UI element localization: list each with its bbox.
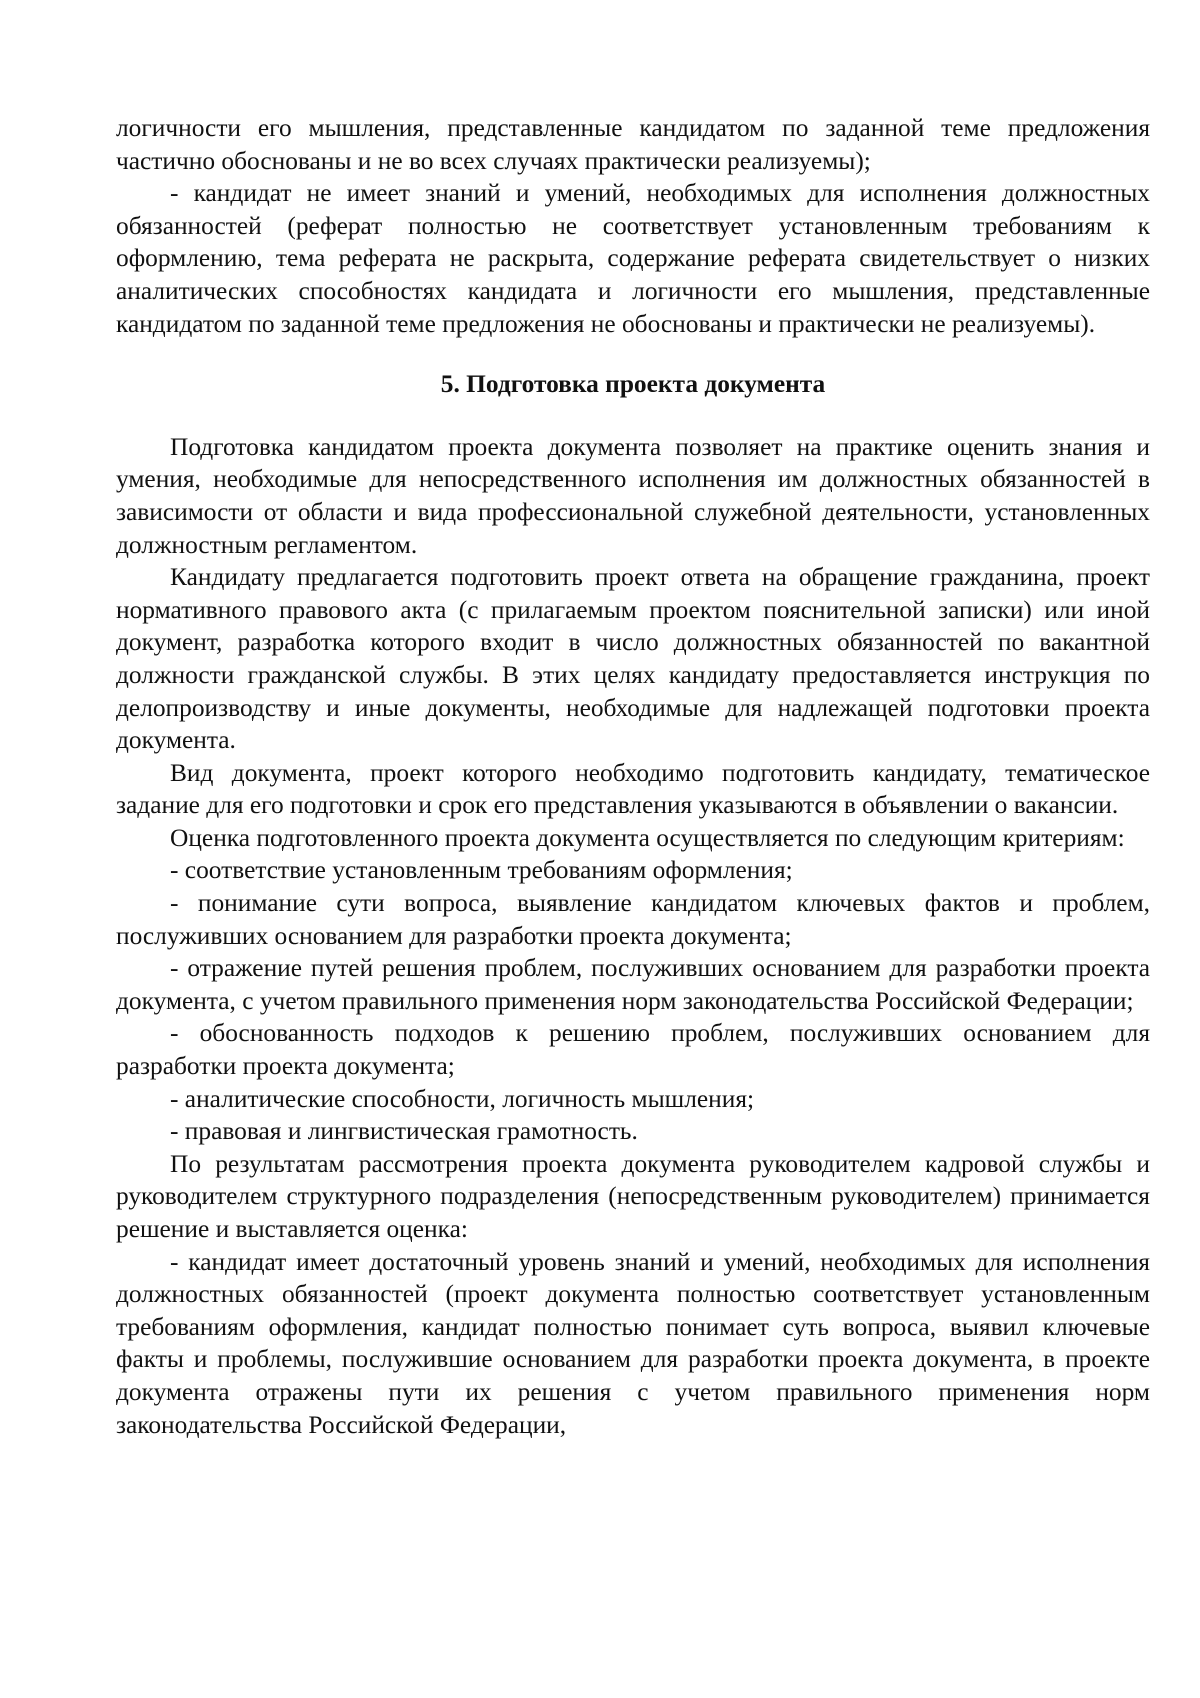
criteria-item: - понимание сути вопроса, выявление кандидатом ключевых фактов и проблем, послуживших основанием для разработки проекта документа; (116, 889, 1150, 950)
criteria-item: - правовая и лингвистическая грамотность. (170, 1117, 638, 1146)
section-heading: 5. Подготовка проекта документа (440, 370, 826, 399)
criteria-item: - обоснованность подходов к решению проблем, послуживших основанием для разработки проекта документа; (116, 1019, 1150, 1081)
paragraph-criteria-intro: Оценка подготовленного проекта документа осуществляется по следующим критериям: (170, 823, 1125, 852)
paragraph-document-type: Вид документа, проект которого необходимо подготовить кандидату, тематическое задание для его подготовки и срок его представления указываются в объявлении о вакансии. (116, 758, 1150, 820)
paragraph-evaluation-decision: По результатам рассмотрения проекта документа руководителем кадровой службы и руководителем структурного подразделения (непосредственным руководителем) принимается решение и выставляется оценка: (116, 1149, 1150, 1243)
paragraph-continuation: логичности его мышления, представленные кандидатом по заданной теме предложения частично обоснованы и не во всех случаях практически реализуемы); (116, 114, 1150, 175)
criteria-item: - аналитические способности, логичность мышления; (170, 1084, 755, 1113)
criteria-item: - соответствие установленным требованиям оформления; (170, 856, 793, 885)
paragraph-insufficient-knowledge: - кандидат не имеет знаний и умений, необходимых для исполнения должностных обязанностей (реферат полностью не соответствует установленным требованиям к оформлению, тема реферата не раскрыта, содержание реферата свидетельствует о низких аналитических способностях кандидата и логичности его мышления, представленные кандидатом по заданной теме предложения не обоснованы и практически не реализуемы). (116, 179, 1150, 338)
criteria-item: - отражение путей решения проблем, послуживших основанием для разработки проекта документа, с учетом правильного применения норм законодательства Российской Федерации; (116, 954, 1150, 1015)
paragraph-intro: Подготовка кандидатом проекта документа позволяет на практике оценить знания и умения, необходимые для непосредственного исполнения им должностных обязанностей в зависимости от области и вида профессиональной служебной деятельности, установленных должностным регламентом. (116, 432, 1150, 559)
document-page (116, 112, 1150, 1441)
paragraph-sufficient-knowledge: - кандидат имеет достаточный уровень знаний и умений, необходимых для исполнения должностных обязанностей (проект документа полностью соответствует установленным требованиям оформления, кандидат полностью понимает суть вопроса, выявил ключевые факты и проблемы, послужившие основанием для разработки проекта документа, в проекте документа отражены пути их решения с учетом правильного применения норм законодательства Российской Федерации, (116, 1247, 1150, 1439)
paragraph-task-description: Кандидату предлагается подготовить проект ответа на обращение гражданина, проект нормативного правового акта (с прилагаемым проектом пояснительной записки) или иной документ, разработка которого входит в число должностных обязанностей по вакантной должности гражданской службы. В этих целях кандидату предоставляется инструкция по делопроизводству и иные документы, необходимые для надлежащей подготовки проекта документа. (116, 563, 1150, 755)
